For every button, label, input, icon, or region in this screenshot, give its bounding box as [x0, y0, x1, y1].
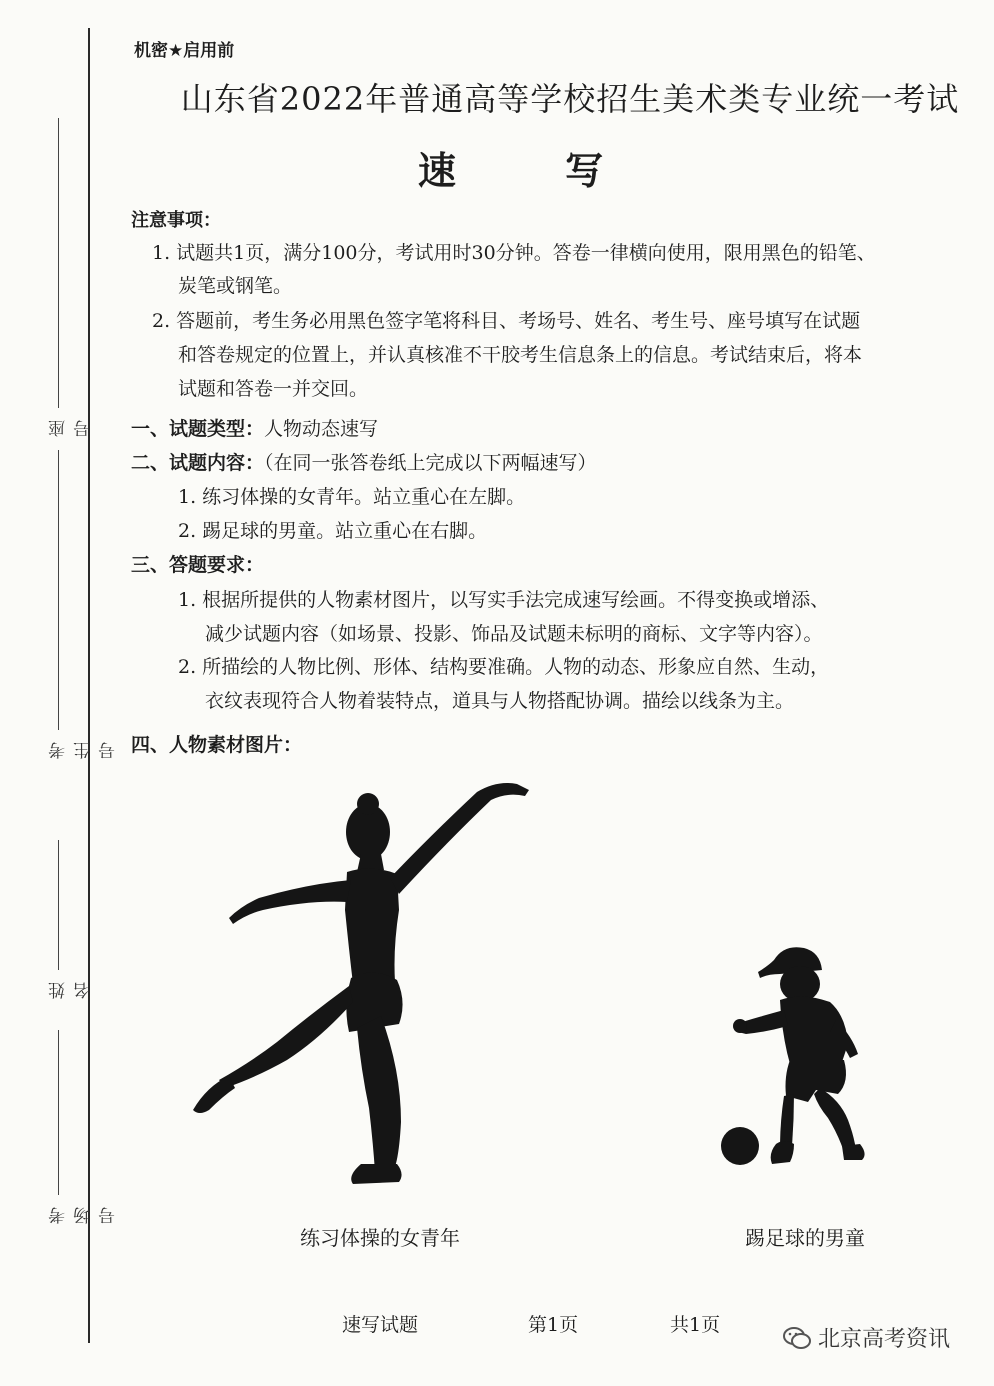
- subject-title: 速 写: [417, 149, 652, 193]
- name-label: 姓名: [49, 980, 94, 999]
- boy-silhouette: [718, 940, 878, 1175]
- section-3-item-1-line-2: 减少试题内容（如场景、投影、饰品及试题未标明的商标、文字等内容）。: [205, 623, 823, 645]
- footer-subject: 速写试题: [342, 1314, 419, 1336]
- footer-page: 第1页: [528, 1314, 579, 1336]
- gymnast-caption: 练习体操的女青年: [300, 1226, 460, 1250]
- seat-label: 座号: [49, 418, 94, 437]
- section-1-value: 人物动态速写: [264, 418, 379, 440]
- wechat-icon: [782, 1325, 812, 1351]
- confidential-mark: 机密★启用前: [134, 41, 235, 61]
- section-3-item-2-line-1: 2. 所描绘的人物比例、形体、结构要准确。人物的动态、形象应自然、生动，: [178, 656, 830, 678]
- room-no-label: 考场号: [49, 1205, 119, 1224]
- binding-rule: [88, 28, 90, 1343]
- gymnast-standing-leg: [357, 1016, 401, 1172]
- boy-standing-foot: [842, 1144, 865, 1160]
- name-underline: [58, 840, 59, 970]
- section-3-item-1-line-1: 1. 根据所提供的人物素材图片，以写实手法完成速写绘画。不得变换或增添、: [178, 589, 830, 611]
- watermark-text: 北京高考资讯: [818, 1327, 951, 1352]
- notice-item-2-line-2: 和答卷规定的位置上，并认真核准不干胶考生信息条上的信息。考试结束后，将本: [178, 344, 863, 366]
- section-1: [131, 414, 378, 441]
- section-2-value: （在同一张答卷纸上完成以下两幅速写）: [264, 452, 597, 474]
- section-1-label: 一、试题类型：: [131, 418, 265, 440]
- section-2-item-1: 1. 练习体操的女青年。站立重心在左脚。: [178, 486, 526, 508]
- notice-item-1-line-1: 1. 试题共1页，满分100分，考试用时30分钟。答卷一律横向使用，限用黑色的铅笔、: [152, 242, 876, 264]
- gymnast-silhouette: [185, 770, 535, 1195]
- gymnast-torso: [345, 868, 399, 984]
- gymnast-extended-foot: [193, 1076, 235, 1113]
- football: [721, 1127, 759, 1165]
- exam-title: 山东省2022年普通高等学校招生美术类专业统一考试: [180, 80, 960, 118]
- watermark: [782, 1322, 950, 1353]
- section-2-item-2: 2. 踢足球的男童。站立重心在右脚。: [178, 520, 488, 542]
- room-no-underline: [58, 1030, 59, 1195]
- section-2: [131, 448, 597, 475]
- gymnast-bun: [357, 793, 379, 815]
- gymnast-raised-arm: [390, 783, 529, 894]
- boy-kicking-leg: [780, 1094, 794, 1148]
- gymnast-standing-foot: [351, 1164, 401, 1184]
- section-3-label: 三、答题要求：: [131, 554, 265, 576]
- section-2-label: 二、试题内容：: [131, 452, 265, 474]
- boy-standing-leg: [814, 1088, 856, 1152]
- notice-item-2-line-3: 试题和答卷一并交回。: [178, 378, 369, 400]
- candidate-no-underline: [58, 450, 59, 730]
- section-3-item-2-line-2: 衣纹表现符合人物着装特点，道具与人物搭配协调。描绘以线条为主。: [205, 690, 795, 712]
- boy-front-hand: [733, 1019, 747, 1033]
- gymnast-extended-leg: [219, 986, 353, 1088]
- notice-item-1-line-2: 炭笔或钢笔。: [178, 275, 293, 297]
- gymnast-extended-arm: [229, 880, 351, 924]
- notice-heading: 注意事项：: [131, 210, 221, 231]
- boy-caption: 踢足球的男童: [745, 1226, 865, 1250]
- candidate-no-label: 考生号: [49, 740, 119, 759]
- boy-kicking-foot: [771, 1141, 794, 1164]
- notice-item-2-line-1: 2. 答题前，考生务必用黑色签字笔将科目、考场号、姓名、考生号、座号填写在试题: [152, 310, 861, 332]
- footer-total: 共1页: [670, 1314, 721, 1336]
- section-4-label: 四、人物素材图片：: [131, 734, 303, 756]
